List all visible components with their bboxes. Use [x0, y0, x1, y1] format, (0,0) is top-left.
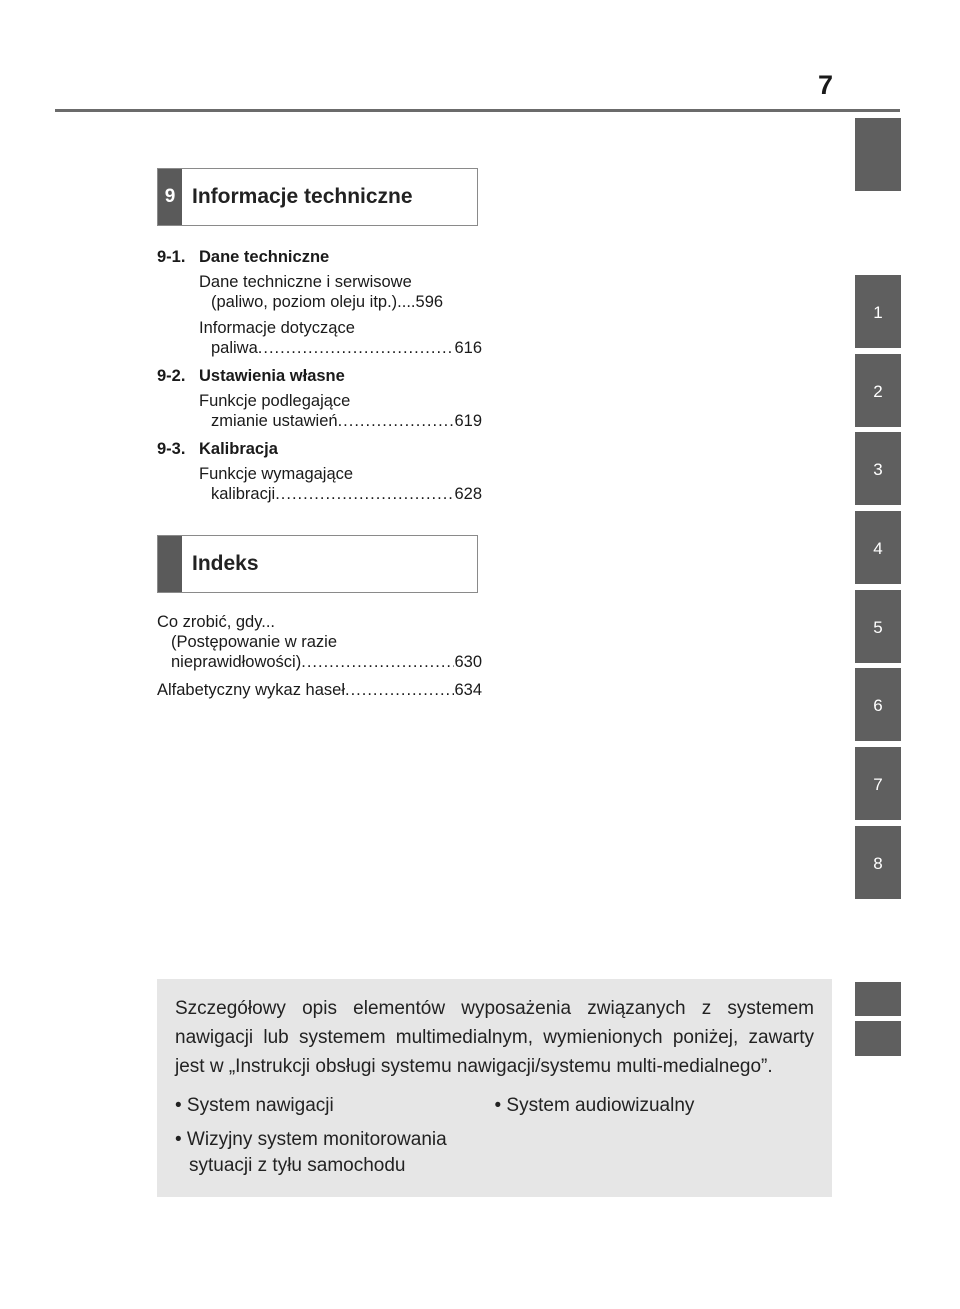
side-tab-8[interactable]: 8	[855, 826, 901, 899]
chapter-9-1[interactable]: 9-1. Dane techniczne	[157, 248, 330, 266]
side-tab-5[interactable]: 5	[855, 590, 901, 663]
top-rule	[55, 109, 900, 112]
index-toc	[157, 612, 482, 700]
section-title: Informacje techniczne	[192, 185, 413, 208]
toc-entry[interactable]: Informacje dotyczące paliwa ..... 616	[199, 318, 482, 358]
section-9-toc	[157, 245, 482, 510]
side-tab-3[interactable]: 3	[855, 432, 901, 505]
side-tab-6[interactable]: 6	[855, 668, 901, 741]
leader-dots	[301, 652, 454, 672]
note-paragraph: Szczegółowy opis elementów wyposażenia związanych z systemem nawigacji lub systemem multimedialnym, wymienionych poniżej, zawarty jest w „Instrukcji obsługi systemu nawigacji/systemu multi-medialnego”.	[175, 998, 814, 1077]
toc-entry[interactable]: Funkcje podlegające zmianie ustawień ..... 619	[199, 391, 482, 431]
section-title: Indeks	[192, 552, 259, 575]
side-tab-4[interactable]: 4	[855, 511, 901, 584]
side-tab-top-blank[interactable]	[855, 118, 901, 191]
note-box	[157, 979, 832, 1197]
chapter-9-3[interactable]: 9-3. Kalibracja	[157, 440, 278, 458]
toc-entry[interactable]: Funkcje wymagające kalibracji ..... 628	[199, 464, 482, 504]
section-marker	[158, 536, 182, 592]
bullet-rear-monitor: • Wizyjny system monitorowania sytuacji z tyłu samochodu	[175, 1129, 447, 1176]
section-header-9	[157, 168, 478, 226]
chapter-9-2[interactable]: 9-2. Ustawienia własne	[157, 367, 345, 385]
bullet-audio: • System audiowizualny	[494, 1095, 695, 1116]
side-tab-1[interactable]: 1	[855, 275, 901, 348]
leader-dots	[338, 411, 455, 431]
leader-dots	[275, 484, 454, 504]
leader-dots	[345, 680, 454, 700]
section-number: 9	[158, 169, 182, 225]
index-entry-what-to-do[interactable]: Co zrobić, gdy... (Postępowanie w razie nieprawidłowości) ..... 630	[157, 612, 482, 672]
toc-entry[interactable]: Dane techniczne i serwisowe (paliwo, poziom oleju itp.).... 596	[199, 273, 444, 311]
side-tab-bottom-b[interactable]	[855, 1021, 901, 1056]
index-entry-alphabetical[interactable]: Alfabetyczny wykaz haseł ..... 634	[157, 680, 482, 700]
section-header-index	[157, 535, 478, 593]
side-tab-bottom-a[interactable]	[855, 982, 901, 1016]
side-tab-7[interactable]: 7	[855, 747, 901, 820]
leader-dots	[258, 338, 455, 358]
bullet-navigation: • System nawigacji	[175, 1095, 334, 1116]
note-bullets	[175, 1093, 814, 1187]
side-tab-2[interactable]: 2	[855, 354, 901, 427]
page-number: 7	[818, 70, 834, 100]
